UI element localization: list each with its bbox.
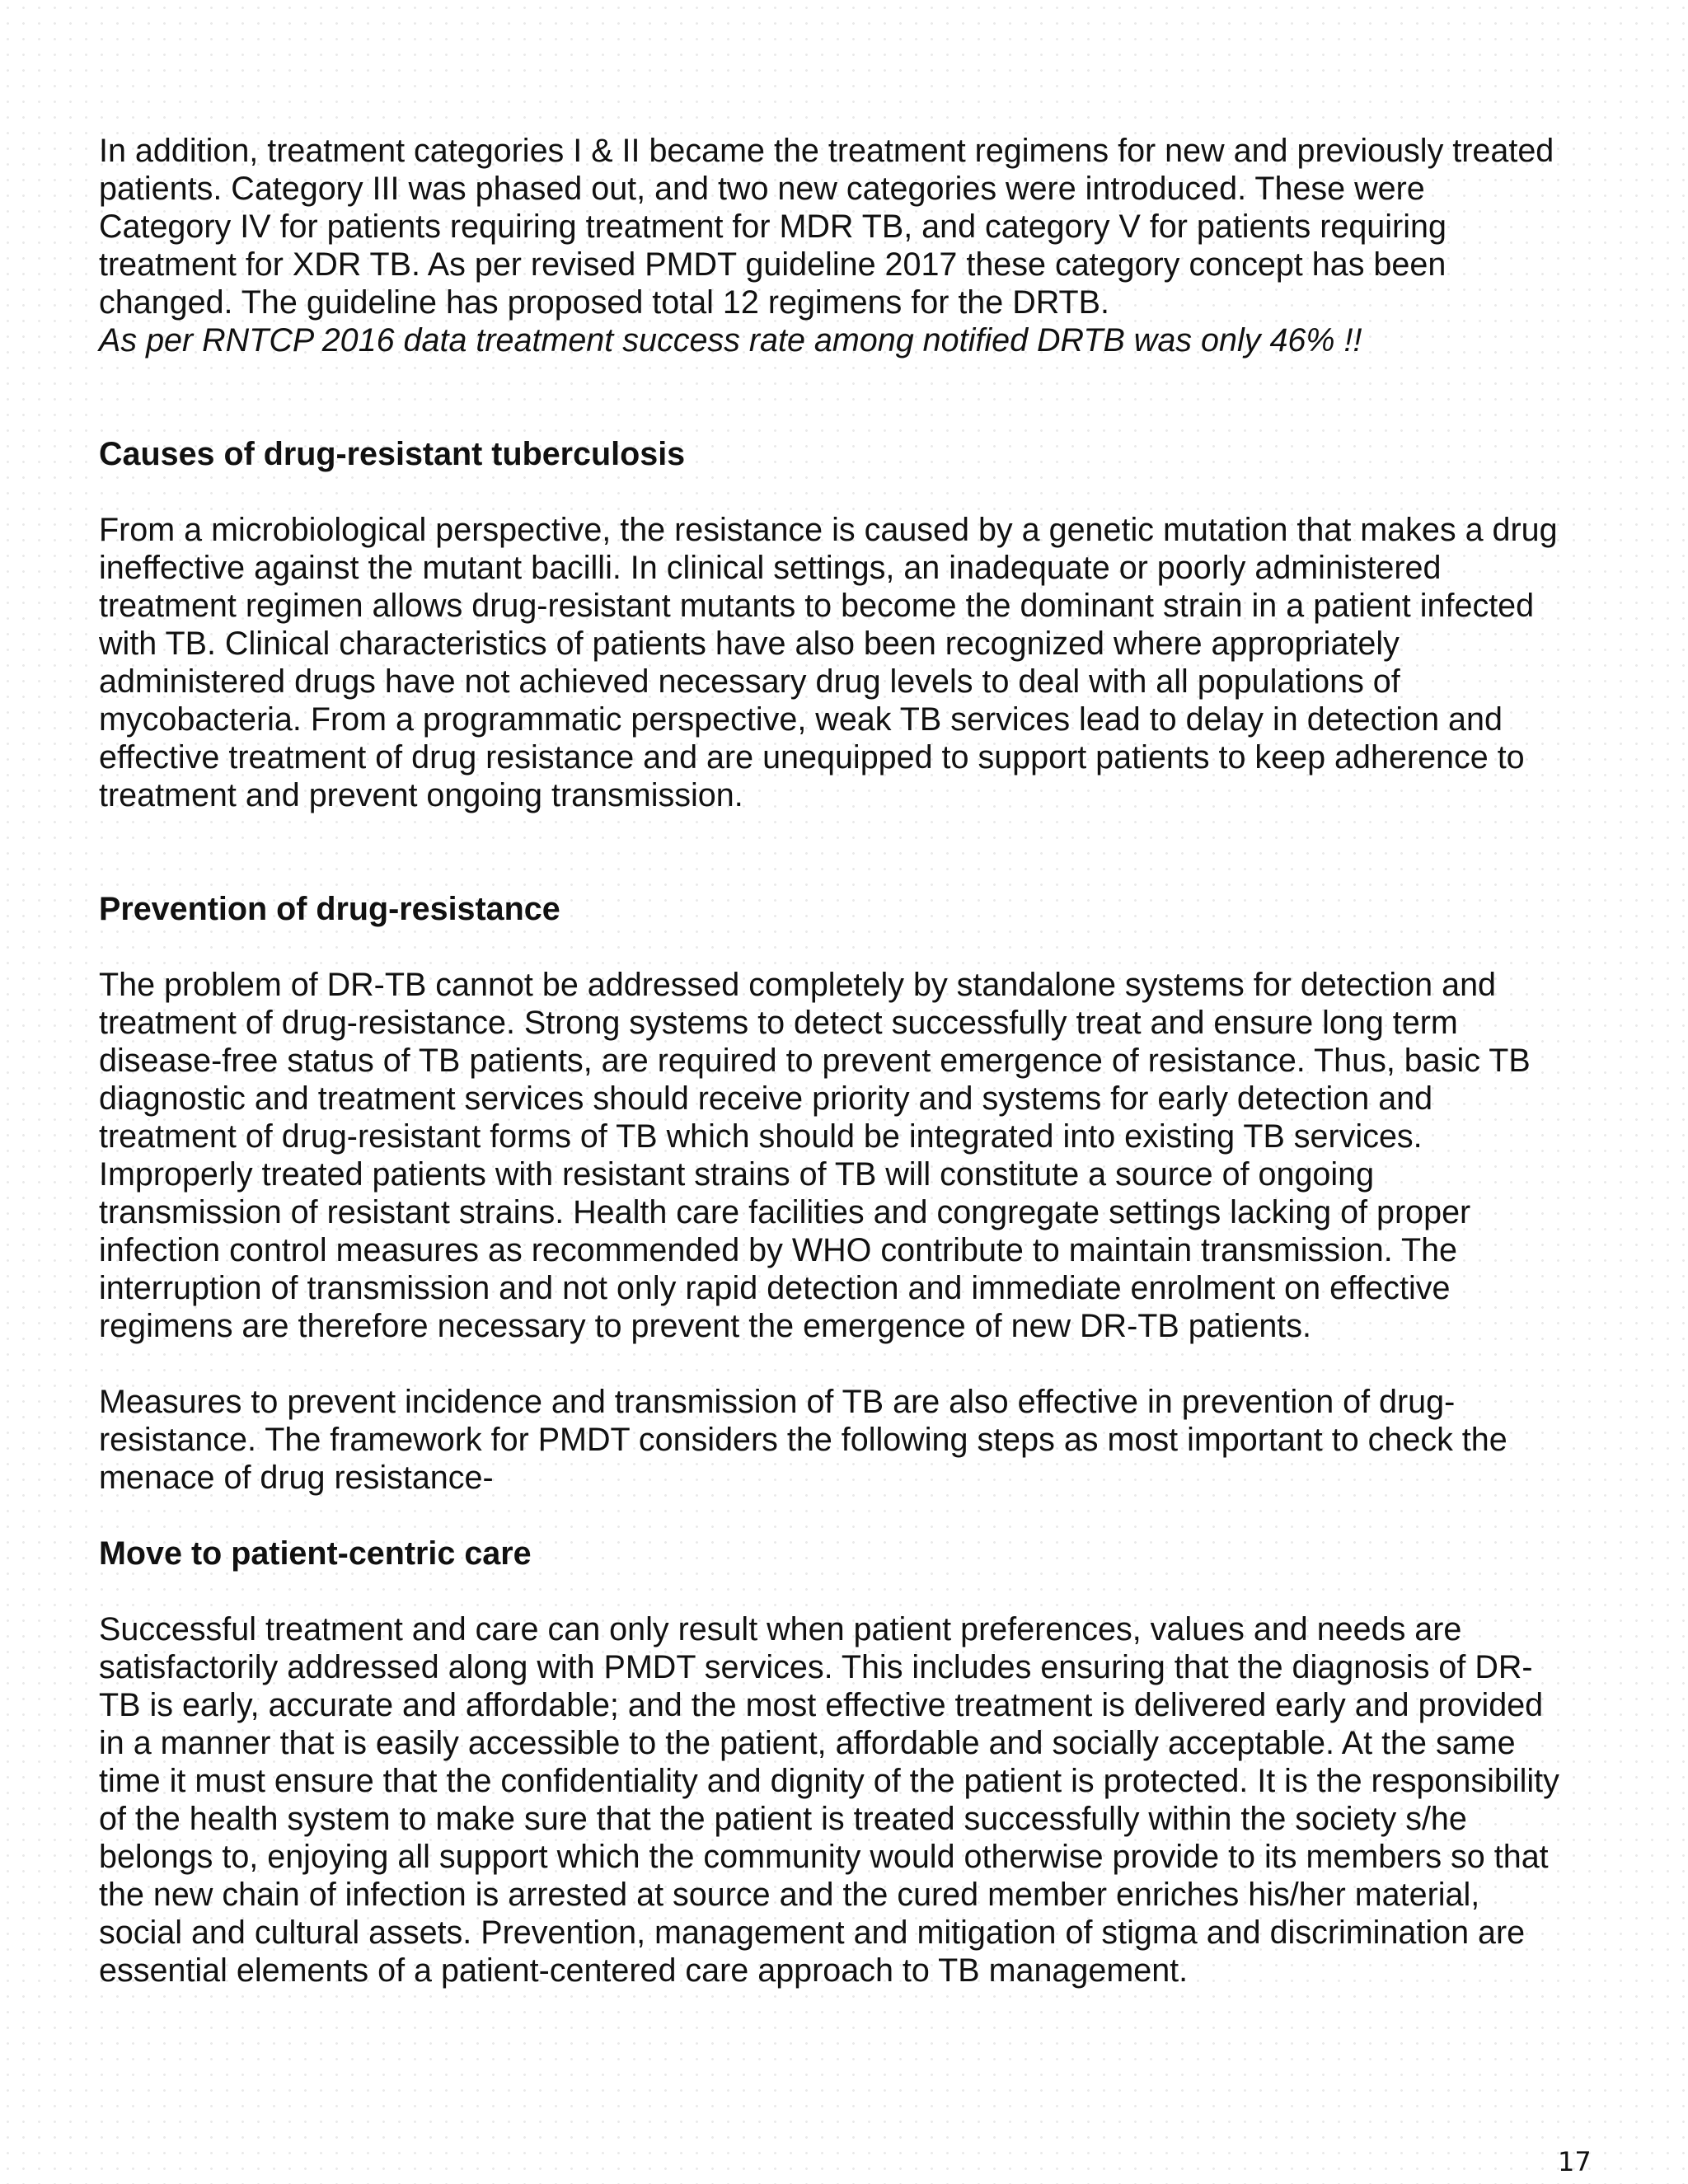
text-line: infection control measures as recommended by WHO contribute to maintain transmission. The <box>99 1232 1458 1268</box>
text-line: In addition, treatment categories I & II became the treatment regimens for new and previously treated <box>99 133 1554 169</box>
causes-paragraph <box>99 511 1591 814</box>
success-rate-note: As per RNTCP 2016 data treatment success rate among notified DRTB was only 46% !! <box>99 322 1362 359</box>
section-spacer <box>99 473 1591 511</box>
text-line: the new chain of infection is arrested at source and the cured member enriches his/her material, <box>99 1877 1480 1913</box>
prevention-paragraph-2 <box>99 1383 1591 1497</box>
text-line: patients. Category III was phased out, and two new categories were introduced. These were <box>99 171 1425 207</box>
text-line: diagnostic and treatment services should receive priority and systems for early detection and <box>99 1080 1433 1117</box>
text-line: of the health system to make sure that the patient is treated successfully within the society s/he <box>99 1801 1467 1837</box>
patient-centric-paragraph <box>99 1610 1591 1990</box>
text-line: treatment of drug-resistant forms of TB which should be integrated into existing TB services. <box>99 1118 1423 1155</box>
text-line: treatment regimen allows drug-resistant mutants to become the dominant strain in a patient infected <box>99 588 1535 624</box>
text-line: changed. The guideline has proposed total 12 regimens for the DRTB. <box>99 284 1110 321</box>
text-line: menace of drug resistance- <box>99 1460 494 1496</box>
document-page <box>99 132 1591 1990</box>
text-line: TB is early, accurate and affordable; and the most effective treatment is delivered early and provided <box>99 1687 1544 1723</box>
text-line: transmission of resistant strains. Health care facilities and congregate settings lacking of proper <box>99 1194 1471 1230</box>
text-line: effective treatment of drug resistance and are unequipped to support patients to keep adherence to <box>99 739 1525 776</box>
text-line: ineffective against the mutant bacilli. In clinical settings, an inadequate or poorly administered <box>99 550 1442 586</box>
section-spacer <box>99 359 1591 435</box>
section-heading-causes: Causes of drug-resistant tuberculosis <box>99 436 686 472</box>
text-line: regimens are therefore necessary to prevent the emergence of new DR-TB patients. <box>99 1308 1312 1344</box>
prevention-paragraph-1 <box>99 966 1591 1345</box>
text-line: Measures to prevent incidence and transmission of TB are also effective in prevention of drug- <box>99 1384 1456 1420</box>
text-line: Successful treatment and care can only result when patient preferences, values and needs are <box>99 1611 1462 1647</box>
intro-paragraph <box>99 132 1591 359</box>
text-line: Improperly treated patients with resistant strains of TB will constitute a source of ongoing <box>99 1156 1375 1193</box>
text-line: interruption of transmission and not only rapid detection and immediate enrolment on effective <box>99 1270 1451 1306</box>
page-number: 17 <box>1558 2146 1592 2177</box>
text-line: The problem of DR-TB cannot be addressed completely by standalone systems for detection and <box>99 967 1497 1003</box>
text-line: social and cultural assets. Prevention, management and mitigation of stigma and discrimination are <box>99 1915 1526 1951</box>
section-heading-patient-centric: Move to patient-centric care <box>99 1535 532 1572</box>
text-line: treatment for XDR TB. As per revised PMDT guideline 2017 these category concept has been <box>99 246 1447 283</box>
text-line: disease-free status of TB patients, are required to prevent emergence of resistance. Thus, basic TB <box>99 1043 1531 1079</box>
text-line: treatment of drug-resistance. Strong systems to detect successfully treat and ensure long term <box>99 1005 1458 1041</box>
text-line: essential elements of a patient-centered care approach to TB management. <box>99 1952 1189 1989</box>
text-line: with TB. Clinical characteristics of patients have also been recognized where appropriately <box>99 626 1400 662</box>
section-heading-prevention: Prevention of drug-resistance <box>99 891 560 927</box>
section-spacer <box>99 1497 1591 1535</box>
text-line: in a manner that is easily accessible to the patient, affordable and socially acceptable. At the same <box>99 1725 1516 1761</box>
section-spacer <box>99 1345 1591 1383</box>
section-spacer <box>99 814 1591 890</box>
text-line: From a microbiological perspective, the resistance is caused by a genetic mutation that makes a drug <box>99 512 1558 548</box>
text-line: resistance. The framework for PMDT considers the following steps as most important to check the <box>99 1422 1507 1458</box>
text-line: mycobacteria. From a programmatic perspective, weak TB services lead to delay in detection and <box>99 701 1503 738</box>
section-spacer <box>99 928 1591 966</box>
text-line: satisfactorily addressed along with PMDT services. This includes ensuring that the diagnosis of DR- <box>99 1649 1533 1685</box>
section-spacer <box>99 1572 1591 1610</box>
text-line: time it must ensure that the confidentiality and dignity of the patient is protected. It is the responsibility <box>99 1763 1559 1799</box>
text-line: treatment and prevent ongoing transmission. <box>99 777 743 813</box>
text-line: Category IV for patients requiring treatment for MDR TB, and category V for patients requiring <box>99 209 1447 245</box>
text-line: administered drugs have not achieved necessary drug levels to deal with all populations of <box>99 663 1400 700</box>
text-line: belongs to, enjoying all support which the community would otherwise provide to its members so that <box>99 1839 1549 1875</box>
